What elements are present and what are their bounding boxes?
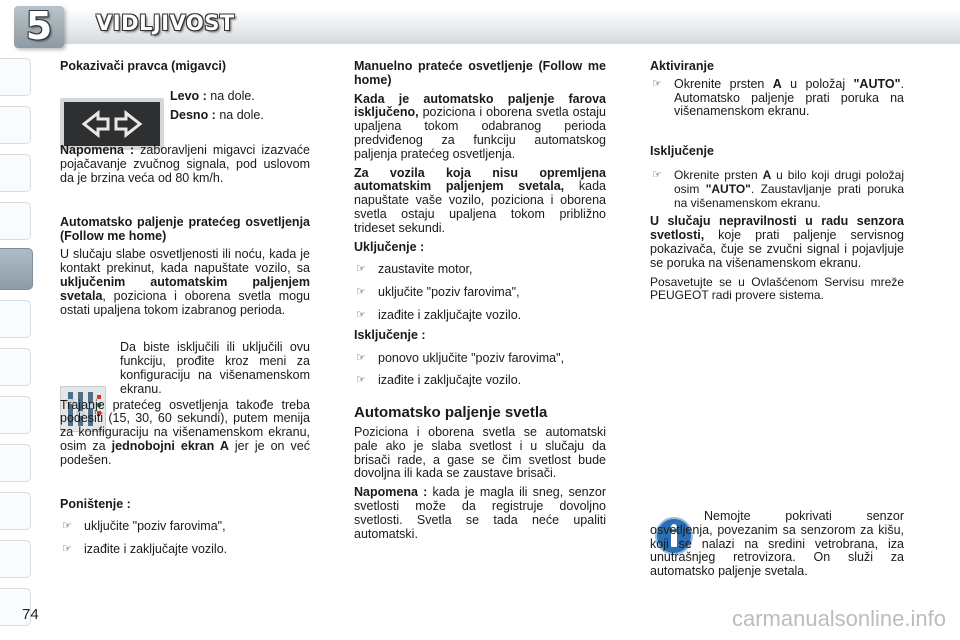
watermark: carmanualsonline.info (731, 606, 946, 631)
list-item: ☞ uključite "poziv farovima", (356, 285, 520, 300)
follow-text-2: , poziciona i oborena svetla mogu ostati upaljena tokom izabranog perioda. (60, 288, 310, 317)
chapter-tab[interactable] (0, 58, 31, 96)
indicator-note (60, 144, 310, 185)
list-item: ☞ izađite i zaključajte vozilo. (62, 542, 228, 557)
config-paragraph-2 (60, 399, 310, 468)
manual-bold: Kada je automatsko paljenje farova isključeno, (354, 91, 606, 120)
chapter-tab-active[interactable] (0, 248, 33, 290)
chapter-tab[interactable] (0, 444, 31, 482)
left-indicator-text (170, 90, 310, 104)
heading-manual: Manuelno prateće osvetljenje (Follow me home) (354, 59, 606, 87)
fault-text: koje prati paljenje servisnog pokazivača, čuje se zvučni signal i pojavljuje se poruka na višenamenskom ekranu. (650, 228, 904, 270)
config-paragraph-1: Da biste isključili ili uključili ovu funkciju, prođite kroz meni za konfiguraciju na višenamenskom ekranu. (120, 340, 310, 396)
page-number: 74 (22, 606, 39, 623)
heading-activate: Aktiviranje (650, 59, 714, 73)
list-item: ☞ Okrenite prsten A u bilo koji drugi položaj osim "AUTO". Zaustavljanje prati poruka na višenamenskom ekranu. (652, 167, 905, 210)
follow-text-1: U slučaju slabe osvetljenosti ili noću, kada je kontakt prekinut, kada napuštate vozilo, sa (60, 247, 310, 276)
info-tip (650, 510, 904, 584)
pointing-hand-icon: ☞ (652, 168, 662, 181)
list-item: ☞ izađite i zaključajte vozilo. (356, 307, 522, 322)
chapter-tab[interactable] (0, 540, 31, 578)
pointing-hand-icon: ☞ (62, 520, 72, 533)
fault-paragraph (650, 215, 904, 270)
config-text-2b: jer je on već podešen. (60, 438, 310, 467)
follow-paragraph (60, 248, 310, 317)
chapter-tabs (0, 58, 34, 638)
note-text: zaboravljeni migavci izazvaće pojačavanje zvučnog signala, pod uslovom da je brzina veća od 80 km/h. (60, 143, 310, 185)
pointing-hand-icon: ☞ (356, 263, 366, 276)
auto-note-label: Napomena : (354, 485, 428, 500)
chapter-tab[interactable] (0, 348, 31, 386)
heading-off: Isključenje : (354, 327, 426, 342)
chapter-number: 5 (25, 4, 53, 48)
left-text: na dole. (206, 88, 255, 103)
page-header (0, 0, 960, 52)
chapter-title: VIDLJIVOST (96, 11, 235, 35)
auto-paragraph: Poziciona i oborena svetla se automatski pale ako je slaba svetlost i u slučaju da brisači rade, a gase se čim svetlost bude dovoljna ili kada se zaustave brisači. (354, 424, 606, 481)
column-3 (650, 60, 904, 308)
auto-note-text: kada je magla ili sneg, senzor svetlosti može da registruje dovoljno svetlosti. Svetla se tada neće upaliti automatski. (354, 485, 606, 541)
list-item: ☞ uključite "poziv farovima", (62, 519, 226, 534)
chapter-tab[interactable] (0, 154, 31, 192)
list-item: ☞ zaustavite motor, (356, 262, 473, 277)
chapter-tab[interactable] (0, 202, 31, 240)
pointing-hand-icon: ☞ (356, 351, 366, 364)
nonequip-paragraph (354, 167, 606, 236)
heading-deactivate: Isključenje (650, 144, 714, 159)
chapter-tab[interactable] (0, 396, 31, 434)
column-1 (60, 60, 310, 562)
list-item: ☞ ponovo uključite "poziv farovima", (356, 350, 565, 365)
note-label: Napomena : (60, 143, 135, 158)
fault-bold: U slučaju nepravilnosti u radu senzora svetlosti, (650, 214, 904, 243)
heading-automatic-lights: Automatsko paljenje svetla (354, 404, 548, 422)
chapter-tab[interactable] (0, 106, 31, 144)
heading-follow-me-home: Automatsko paljenje pratećeg osvetljenja (Follow me home) (60, 214, 310, 243)
config-text-2a: Trajanje pratećeg osvetljenja takođe treba podesiti (15, 30, 60 sekundi), putem menija za konfiguraciju na višenamenskom ekranu, osim za (60, 397, 310, 453)
chapter-tab[interactable] (0, 300, 31, 338)
pointing-hand-icon: ☞ (652, 77, 662, 90)
right-indicator-text (170, 109, 310, 123)
manual-text: poziciona i oborena svetla ostaju upaljena tokom odabranog perioda predviđenog za funkciju automatskog paljenja pratećeg osvetljenja. (354, 105, 606, 161)
config-bold: jednobojni ekran A (111, 438, 229, 453)
pointing-hand-icon: ☞ (356, 374, 366, 387)
chapter-tab[interactable] (0, 492, 31, 530)
auto-note (354, 486, 606, 541)
nonequip-text: kada napuštate vaše vozilo, poziciona i oborena svetla ostaju upaljena tokom približno trideset sekundi. (354, 179, 606, 235)
list-item: ☞ izađite i zaključajte vozilo. (356, 373, 522, 388)
heading-cancel: Poništenje : (60, 496, 131, 511)
pointing-hand-icon: ☞ (356, 286, 366, 299)
info-tip-text: Nemojte pokrivati senzor osvetljenja, povezanim sa senzorom za kišu, koji se nalazi na sredini vetrobrana, iza unutrašnjeg retrovizora. On služi za automatsko paljenje svetala. (650, 509, 904, 579)
list-item: ☞ Okrenite prsten A u položaj "AUTO". Automatsko paljenje prati poruka na višenamenskom ekranu. (652, 76, 905, 119)
column-2 (354, 60, 606, 546)
nonequip-bold: Za vozila koja nisu opremljena automatskim paljenjem svetala, (354, 165, 606, 194)
follow-bold: uključenim automatskim paljenjem svetala (60, 274, 310, 303)
right-label: Desno : (170, 107, 216, 122)
heading-indicators: Pokazivači pravca (migavci) (60, 59, 227, 73)
manual-paragraph (354, 93, 606, 162)
pointing-hand-icon: ☞ (62, 543, 72, 556)
service-paragraph: Posavetujte se u Ovlašćenom Servisu mreže PEUGEOT radi provere sistema. (650, 274, 904, 303)
left-label: Levo : (170, 88, 207, 103)
pointing-hand-icon: ☞ (356, 308, 366, 321)
right-text: na dole. (215, 107, 264, 122)
heading-on: Uključenje : (354, 239, 425, 254)
